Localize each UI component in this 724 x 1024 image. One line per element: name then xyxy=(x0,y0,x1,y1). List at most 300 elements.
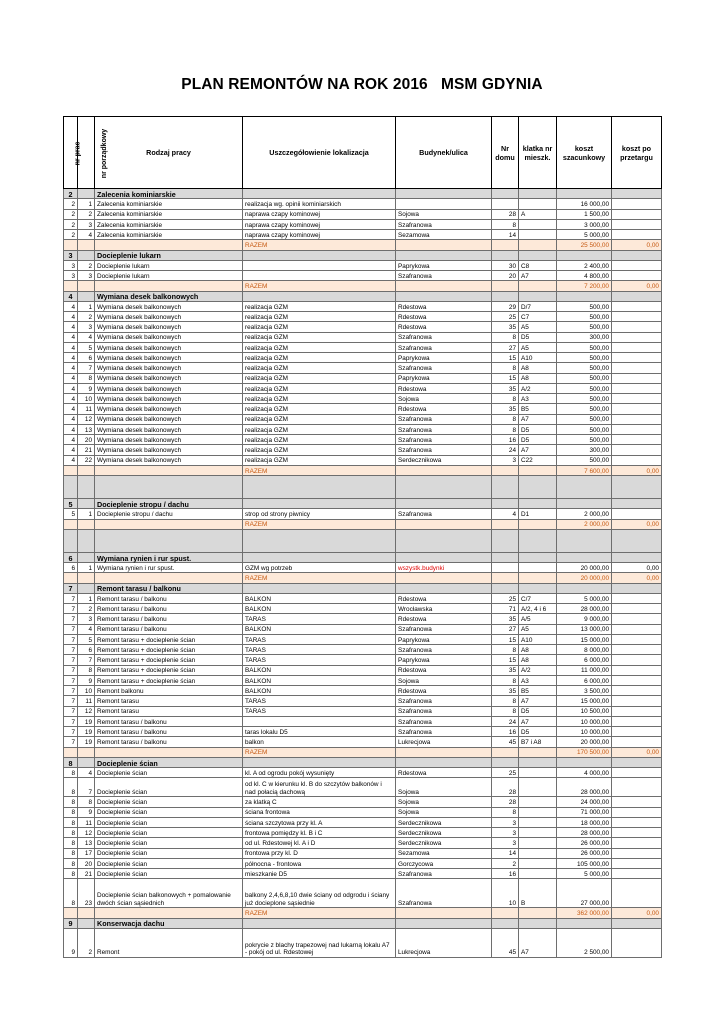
total-blank xyxy=(519,747,557,757)
total-blank xyxy=(396,573,492,583)
spacer-cell xyxy=(492,476,519,499)
cell-nr-porzadkowy: 4 xyxy=(78,332,95,342)
total-blank xyxy=(78,573,95,583)
cell-budynek: Szafranowa xyxy=(396,435,492,445)
cell-rodzaj-pracy: Wymiana desek balkonowych xyxy=(95,445,243,455)
table-row xyxy=(64,817,662,827)
cell-nr-prac: 6 xyxy=(64,563,78,573)
header-nr-domu: Nr domu xyxy=(492,117,519,189)
table-row xyxy=(64,383,662,393)
cell-nr-prac: 7 xyxy=(64,737,78,747)
cell-nr-prac: 7 xyxy=(64,716,78,726)
total-blank xyxy=(95,573,243,583)
section-blank xyxy=(78,291,95,301)
cell-lokalizacja: ściana szczytowa przy kl. A xyxy=(243,817,396,827)
cell-rodzaj-pracy: Zalecenia kominiarskie xyxy=(95,209,243,219)
cell-nr-prac: 8 xyxy=(64,778,78,797)
cell-nr-prac: 8 xyxy=(64,828,78,838)
cell-nr-porzadkowy: 13 xyxy=(78,838,95,848)
cell-koszt: 5 000,00 xyxy=(557,230,612,240)
cell-koszt: 13 000,00 xyxy=(557,624,612,634)
cell-rodzaj-pracy: Zalecenia kominiarskie xyxy=(95,230,243,240)
cell-nr-prac: 4 xyxy=(64,301,78,311)
cell-koszt: 500,00 xyxy=(557,394,612,404)
header-budynek: Budynek/ulica xyxy=(396,117,492,189)
spacer-cell xyxy=(396,529,492,552)
cell-rodzaj-pracy: Wymiana desek balkonowych xyxy=(95,404,243,414)
total-blank xyxy=(519,281,557,291)
cell-nr-domu: 4 xyxy=(492,509,519,519)
table-row xyxy=(64,404,662,414)
cell-klatka: A/5 xyxy=(519,614,557,624)
section-blank xyxy=(519,250,557,260)
cell-rodzaj-pracy: Wymiana desek balkonowych xyxy=(95,342,243,352)
cell-lokalizacja: realizacja GZM xyxy=(243,342,396,352)
cell-klatka: A7 xyxy=(519,928,557,957)
cell-koszt-po xyxy=(612,199,662,209)
cell-rodzaj-pracy: Remont tarasu xyxy=(95,696,243,706)
section-title: Wymiana rynien i rur spust. xyxy=(95,552,243,562)
total-blank xyxy=(492,908,519,918)
section-blank xyxy=(243,189,396,199)
cell-koszt-po xyxy=(612,445,662,455)
cell-nr-domu: 25 xyxy=(492,593,519,603)
cell-budynek: Serdecznikowa xyxy=(396,455,492,465)
total-blank xyxy=(64,281,78,291)
cell-koszt-po xyxy=(612,624,662,634)
cell-budynek: Rdestowa xyxy=(396,312,492,322)
cell-budynek: Szafranowa xyxy=(396,219,492,229)
cell-nr-prac: 4 xyxy=(64,445,78,455)
cell-nr-porzadkowy: 19 xyxy=(78,727,95,737)
cell-klatka xyxy=(519,797,557,807)
cell-koszt: 500,00 xyxy=(557,373,612,383)
header-koszt-po-przetargu: koszt po przetargu xyxy=(612,117,662,189)
total-blank xyxy=(492,573,519,583)
cell-nr-domu: 8 xyxy=(492,706,519,716)
section-blank xyxy=(612,499,662,509)
cell-lokalizacja: TARAS xyxy=(243,696,396,706)
cell-klatka: A8 xyxy=(519,645,557,655)
cell-lokalizacja: TARAS xyxy=(243,634,396,644)
cell-koszt-po xyxy=(612,322,662,332)
cell-nr-domu: 14 xyxy=(492,230,519,240)
cell-budynek: Rdestowa xyxy=(396,768,492,778)
cell-lokalizacja: naprawa czapy kominowej xyxy=(243,219,396,229)
cell-koszt-po xyxy=(612,634,662,644)
cell-nr-domu: 8 xyxy=(492,424,519,434)
cell-budynek: Szafranowa xyxy=(396,363,492,373)
cell-rodzaj-pracy: Docieplenie ścian xyxy=(95,838,243,848)
total-blank xyxy=(396,908,492,918)
cell-lokalizacja: TARAS xyxy=(243,645,396,655)
cell-rodzaj-pracy: Remont tarasu + docieplenie ścian xyxy=(95,634,243,644)
cell-koszt: 15 000,00 xyxy=(557,696,612,706)
cell-koszt-po xyxy=(612,928,662,957)
total-blank xyxy=(64,465,78,475)
cell-koszt: 5 000,00 xyxy=(557,869,612,879)
cell-nr-prac: 7 xyxy=(64,624,78,634)
total-blank xyxy=(492,465,519,475)
cell-nr-porzadkowy: 21 xyxy=(78,445,95,455)
cell-koszt: 15 000,00 xyxy=(557,634,612,644)
section-blank xyxy=(612,583,662,593)
spacer-cell xyxy=(243,529,396,552)
cell-koszt: 1 500,00 xyxy=(557,209,612,219)
table-row xyxy=(64,363,662,373)
cell-nr-prac: 2 xyxy=(64,209,78,219)
cell-rodzaj-pracy: Docieplenie ścian xyxy=(95,817,243,827)
cell-klatka xyxy=(519,768,557,778)
total-blank xyxy=(519,465,557,475)
cell-lokalizacja: realizacja GZM xyxy=(243,322,396,332)
cell-koszt-po xyxy=(612,219,662,229)
cell-koszt-po xyxy=(612,838,662,848)
cell-budynek: Gorczycowa xyxy=(396,858,492,868)
cell-nr-porzadkowy: 2 xyxy=(78,209,95,219)
cell-rodzaj-pracy: Remont balkonu xyxy=(95,686,243,696)
cell-lokalizacja: za klatką C xyxy=(243,797,396,807)
cell-nr-prac: 8 xyxy=(64,858,78,868)
cell-rodzaj-pracy: Wymiana desek balkonowych xyxy=(95,363,243,373)
cell-nr-domu: 35 xyxy=(492,322,519,332)
cell-lokalizacja: naprawa czapy kominowej xyxy=(243,230,396,240)
section-number: 8 xyxy=(64,757,78,767)
cell-budynek: Sojowa xyxy=(396,797,492,807)
table-row xyxy=(64,301,662,311)
total-cost: 362 000,00 xyxy=(557,908,612,918)
cell-nr-prac: 7 xyxy=(64,593,78,603)
cell-budynek: Szafranowa xyxy=(396,716,492,726)
section-number: 4 xyxy=(64,291,78,301)
cell-rodzaj-pracy: Wymiana desek balkonowych xyxy=(95,322,243,332)
section-blank xyxy=(78,499,95,509)
total-cost: 7 600,00 xyxy=(557,465,612,475)
cell-nr-porzadkowy: 9 xyxy=(78,675,95,685)
table-row xyxy=(64,455,662,465)
table-row xyxy=(64,858,662,868)
section-blank xyxy=(396,583,492,593)
cell-koszt: 20 000,00 xyxy=(557,737,612,747)
cell-klatka: A xyxy=(519,209,557,219)
total-label: RAZEM xyxy=(243,747,396,757)
table-row xyxy=(64,624,662,634)
section-blank xyxy=(78,250,95,260)
header-rodzaj-pracy: Rodzaj pracy xyxy=(95,117,243,189)
cell-nr-domu: 15 xyxy=(492,353,519,363)
cell-klatka: D5 xyxy=(519,706,557,716)
section-blank xyxy=(492,552,519,562)
section-spacer-row xyxy=(64,529,662,552)
cell-budynek: Paprykowa xyxy=(396,260,492,270)
cell-nr-prac: 4 xyxy=(64,363,78,373)
table-row xyxy=(64,509,662,519)
cell-nr-porzadkowy: 3 xyxy=(78,322,95,332)
section-blank xyxy=(612,918,662,928)
spacer-cell xyxy=(519,529,557,552)
total-blank xyxy=(78,747,95,757)
cell-lokalizacja: TARAS xyxy=(243,614,396,624)
section-blank xyxy=(557,499,612,509)
cell-klatka: A10 xyxy=(519,634,557,644)
section-blank xyxy=(243,757,396,767)
cell-klatka xyxy=(519,869,557,879)
table-row xyxy=(64,394,662,404)
section-blank xyxy=(492,918,519,928)
cell-nr-porzadkowy: 4 xyxy=(78,230,95,240)
cell-koszt: 27 000,00 xyxy=(557,879,612,908)
cell-koszt: 500,00 xyxy=(557,342,612,352)
table-row xyxy=(64,373,662,383)
cell-klatka: A/2 xyxy=(519,383,557,393)
total-blank xyxy=(95,519,243,529)
cell-rodzaj-pracy: Remont tarasu / balkonu xyxy=(95,716,243,726)
cell-koszt: 10 000,00 xyxy=(557,716,612,726)
total-blank xyxy=(519,908,557,918)
cell-lokalizacja: realizacja wg. opinii kominiarskich xyxy=(243,199,396,209)
total-cost-after-tender: 0,00 xyxy=(612,465,662,475)
cell-koszt: 28 000,00 xyxy=(557,778,612,797)
cell-koszt: 3 000,00 xyxy=(557,219,612,229)
cell-nr-domu: 8 xyxy=(492,414,519,424)
total-blank xyxy=(64,519,78,529)
cell-koszt: 4 000,00 xyxy=(557,768,612,778)
cell-nr-prac: 7 xyxy=(64,686,78,696)
cell-nr-domu: 25 xyxy=(492,768,519,778)
total-blank xyxy=(492,281,519,291)
cell-lokalizacja: realizacja GZM xyxy=(243,373,396,383)
cell-nr-domu: 24 xyxy=(492,716,519,726)
cell-klatka: D5 xyxy=(519,332,557,342)
cell-lokalizacja: mieszkanie D5 xyxy=(243,869,396,879)
cell-nr-prac: 8 xyxy=(64,797,78,807)
section-row xyxy=(64,250,662,260)
cell-koszt-po xyxy=(612,394,662,404)
cell-lokalizacja xyxy=(243,260,396,270)
cell-lokalizacja: pokrycie z blachy trapezowej nad lukarną lokalu A7 - pokój od ul. Rdestowej xyxy=(243,928,396,957)
table-row xyxy=(64,604,662,614)
cell-koszt: 4 800,00 xyxy=(557,271,612,281)
cell-koszt: 500,00 xyxy=(557,322,612,332)
cell-koszt-po xyxy=(612,509,662,519)
total-row xyxy=(64,908,662,918)
cell-klatka: D5 xyxy=(519,727,557,737)
cell-lokalizacja: naprawa czapy kominowej xyxy=(243,209,396,219)
cell-nr-prac: 7 xyxy=(64,614,78,624)
cell-nr-domu: 28 xyxy=(492,209,519,219)
section-row xyxy=(64,583,662,593)
section-blank xyxy=(396,757,492,767)
total-blank xyxy=(78,519,95,529)
section-title: Docieplenie stropu / dachu xyxy=(95,499,243,509)
cell-nr-porzadkowy: 3 xyxy=(78,219,95,229)
cell-klatka: C22 xyxy=(519,455,557,465)
cell-nr-prac: 4 xyxy=(64,332,78,342)
cell-klatka xyxy=(519,219,557,229)
cell-rodzaj-pracy: Wymiana desek balkonowych xyxy=(95,373,243,383)
cell-nr-porzadkowy: 7 xyxy=(78,778,95,797)
cell-koszt-po xyxy=(612,604,662,614)
cell-lokalizacja: realizacja GZM xyxy=(243,332,396,342)
cell-nr-porzadkowy: 1 xyxy=(78,593,95,603)
cell-nr-porzadkowy: 10 xyxy=(78,394,95,404)
cell-nr-domu: 45 xyxy=(492,737,519,747)
cell-nr-prac: 4 xyxy=(64,342,78,352)
cell-nr-domu: 35 xyxy=(492,614,519,624)
section-blank xyxy=(557,189,612,199)
section-blank xyxy=(557,552,612,562)
cell-klatka xyxy=(519,563,557,573)
cell-budynek: wszystk.budynki xyxy=(396,563,492,573)
section-blank xyxy=(519,552,557,562)
cell-nr-domu: 28 xyxy=(492,778,519,797)
cell-nr-domu: 8 xyxy=(492,807,519,817)
section-blank xyxy=(519,918,557,928)
section-blank xyxy=(243,552,396,562)
cell-klatka: A8 xyxy=(519,373,557,383)
cell-lokalizacja: realizacja GZM xyxy=(243,455,396,465)
cell-lokalizacja: balkony 2,4,6,8,10 dwie ściany od odgrodu i ściany już docieplone sąsiednie xyxy=(243,879,396,908)
cell-klatka: A10 xyxy=(519,353,557,363)
cell-koszt-po xyxy=(612,373,662,383)
cell-koszt: 8 000,00 xyxy=(557,645,612,655)
cell-koszt-po xyxy=(612,404,662,414)
cell-koszt-po xyxy=(612,342,662,352)
section-blank xyxy=(519,499,557,509)
cell-koszt-po xyxy=(612,230,662,240)
total-blank xyxy=(95,240,243,250)
cell-koszt: 71 000,00 xyxy=(557,807,612,817)
cell-koszt-po xyxy=(612,645,662,655)
cell-klatka: A/2, 4 i 6 xyxy=(519,604,557,614)
table-row xyxy=(64,928,662,957)
cell-nr-prac: 7 xyxy=(64,655,78,665)
cell-lokalizacja: BALKON xyxy=(243,665,396,675)
section-blank xyxy=(492,291,519,301)
header-klatka: klatka nr mieszk. xyxy=(519,117,557,189)
section-blank xyxy=(243,250,396,260)
cell-lokalizacja xyxy=(243,271,396,281)
total-blank xyxy=(519,240,557,250)
cell-rodzaj-pracy: Remont tarasu / balkonu xyxy=(95,614,243,624)
cell-nr-domu: 8 xyxy=(492,675,519,685)
cell-nr-prac: 4 xyxy=(64,312,78,322)
cell-budynek: Rdestowa xyxy=(396,383,492,393)
cell-nr-prac: 7 xyxy=(64,634,78,644)
cell-koszt-po xyxy=(612,271,662,281)
total-blank xyxy=(396,465,492,475)
cell-nr-domu: 3 xyxy=(492,838,519,848)
total-blank xyxy=(64,908,78,918)
section-title: Docieplenie ścian xyxy=(95,757,243,767)
section-blank xyxy=(557,757,612,767)
cell-lokalizacja: realizacja GZM xyxy=(243,394,396,404)
cell-rodzaj-pracy: Zalecenia kominiarskie xyxy=(95,199,243,209)
cell-budynek: Sojowa xyxy=(396,778,492,797)
cell-nr-domu: 16 xyxy=(492,869,519,879)
cell-klatka: D5 xyxy=(519,435,557,445)
cell-klatka: A7 xyxy=(519,445,557,455)
table-row xyxy=(64,199,662,209)
total-blank xyxy=(78,465,95,475)
total-blank xyxy=(492,240,519,250)
section-blank xyxy=(396,250,492,260)
cell-nr-prac: 4 xyxy=(64,404,78,414)
cell-budynek: Szafranowa xyxy=(396,332,492,342)
cell-nr-porzadkowy: 8 xyxy=(78,665,95,675)
table-row xyxy=(64,768,662,778)
cell-koszt: 5 000,00 xyxy=(557,593,612,603)
cell-koszt: 500,00 xyxy=(557,363,612,373)
table-row xyxy=(64,563,662,573)
cell-nr-porzadkowy: 5 xyxy=(78,342,95,352)
cell-lokalizacja: kl. A od ogrodu pokój wysunięty xyxy=(243,768,396,778)
cell-koszt-po: 0,00 xyxy=(612,563,662,573)
cell-koszt-po xyxy=(612,869,662,879)
cell-koszt-po xyxy=(612,797,662,807)
cell-nr-domu: 71 xyxy=(492,604,519,614)
section-blank xyxy=(557,291,612,301)
total-cost-after-tender: 0,00 xyxy=(612,908,662,918)
total-blank xyxy=(64,240,78,250)
cell-nr-porzadkowy: 11 xyxy=(78,404,95,414)
cell-koszt-po xyxy=(612,778,662,797)
cell-klatka: A5 xyxy=(519,342,557,352)
table-row xyxy=(64,848,662,858)
cell-rodzaj-pracy: Remont tarasu xyxy=(95,706,243,716)
cell-nr-prac: 5 xyxy=(64,509,78,519)
cell-nr-domu: 16 xyxy=(492,435,519,445)
cell-nr-porzadkowy: 9 xyxy=(78,383,95,393)
section-row xyxy=(64,189,662,199)
cell-budynek: Szafranowa xyxy=(396,271,492,281)
section-number: 6 xyxy=(64,552,78,562)
section-blank xyxy=(557,918,612,928)
cell-rodzaj-pracy: Wymiana desek balkonowych xyxy=(95,353,243,363)
cell-nr-domu: 8 xyxy=(492,219,519,229)
section-blank xyxy=(396,291,492,301)
cell-rodzaj-pracy: Remont tarasu + docieplenie ścian xyxy=(95,665,243,675)
cell-koszt: 26 000,00 xyxy=(557,848,612,858)
cell-rodzaj-pracy: Docieplenie ścian xyxy=(95,848,243,858)
cell-lokalizacja: frontowa pomiędzy kl. B i C xyxy=(243,828,396,838)
header-row xyxy=(64,117,662,189)
cell-rodzaj-pracy: Docieplenie ścian xyxy=(95,778,243,797)
cell-koszt: 2 400,00 xyxy=(557,260,612,270)
section-blank xyxy=(396,552,492,562)
total-blank xyxy=(95,281,243,291)
section-blank xyxy=(492,583,519,593)
cell-rodzaj-pracy: Docieplenie ścian xyxy=(95,807,243,817)
cell-budynek: Lukrecjowa xyxy=(396,737,492,747)
total-row xyxy=(64,465,662,475)
spacer-cell xyxy=(78,476,95,499)
cell-rodzaj-pracy: Remont tarasu + docieplenie ścian xyxy=(95,645,243,655)
cell-klatka: C8 xyxy=(519,260,557,270)
total-blank xyxy=(492,747,519,757)
total-label: RAZEM xyxy=(243,519,396,529)
cell-nr-porzadkowy: 6 xyxy=(78,645,95,655)
spacer-cell xyxy=(243,476,396,499)
cell-lokalizacja: strop od strony piwnicy xyxy=(243,509,396,519)
total-label: RAZEM xyxy=(243,281,396,291)
cell-koszt-po xyxy=(612,665,662,675)
cell-klatka: D1 xyxy=(519,509,557,519)
cell-koszt: 24 000,00 xyxy=(557,797,612,807)
section-title: Zalecenia kominiarskie xyxy=(95,189,243,199)
cell-rodzaj-pracy: Docieplenie ścian xyxy=(95,797,243,807)
cell-rodzaj-pracy: Wymiana desek balkonowych xyxy=(95,424,243,434)
